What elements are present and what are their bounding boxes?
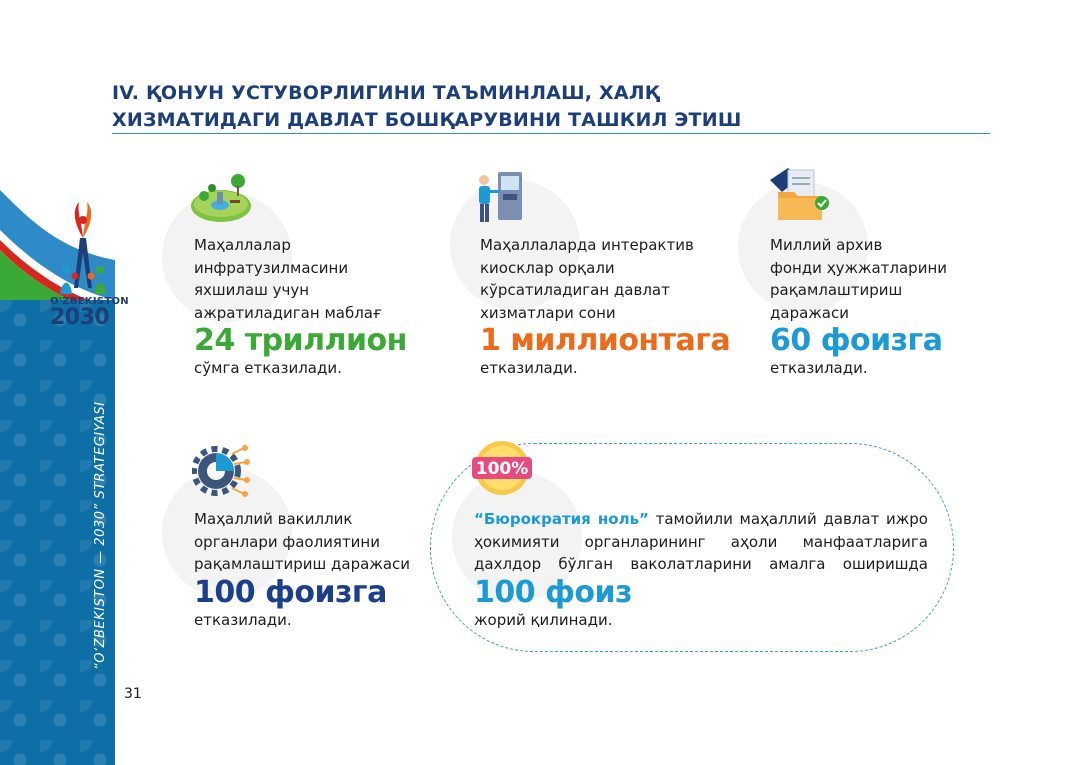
stat-block-infrastructure [194, 234, 444, 379]
stat-value: 24 триллион [194, 323, 407, 358]
heading-line-1: IV. ҚОНУН УСТУВОРЛИГИНИ ТАЪМИНЛАШ, ХАЛҚ [112, 82, 660, 104]
bureaucracy-line-2: ҳокимияти органларининг аҳоли манфаатларига [474, 532, 928, 551]
stat-desc-line: яхшилаш учун [194, 281, 310, 299]
stat-desc-line: даражаси [770, 303, 849, 322]
badge-text: 100% [475, 459, 529, 479]
stat-desc-line: Маҳаллалар [194, 236, 291, 254]
bureaucracy-line-1 [474, 508, 928, 531]
stat-desc-line: ажратиладиган маблағ [194, 303, 382, 322]
stat-desc-line: инфратузилмасини [194, 258, 349, 277]
stat-block-bureaucracy-zero [474, 508, 928, 631]
stat-value: 100 фоизга [194, 574, 387, 610]
section-heading [112, 80, 992, 134]
stat-tail: сўмга етказилади. [194, 359, 342, 377]
stat-desc-line: хизматлари сони [480, 303, 616, 322]
stat-value: 60 фоизга [770, 323, 943, 358]
stat-desc-line: рақамлаштириш даражаси [194, 555, 411, 573]
stat-value: 1 миллионтага [480, 323, 731, 358]
digital-gear-icon [192, 442, 250, 500]
bureaucracy-line-3: дахлдор бўлган ваколатларини амалга оширишда [474, 555, 928, 573]
sidebar-band [0, 0, 115, 765]
bureaucracy-highlight: “Бюрократия ноль” [474, 510, 649, 528]
stat-block-kiosks [480, 234, 740, 379]
stat-value: 100 фоиз [474, 574, 632, 610]
logo-caption: O'ZBEKISTON [50, 296, 129, 307]
stat-block-archive [770, 234, 990, 379]
heading-divider [112, 133, 990, 134]
bureaucracy-line-1-rest: тамойили маҳаллий давлат ижро [655, 510, 928, 528]
stat-desc-line: Миллий архив [770, 236, 883, 254]
kiosk-icon [476, 168, 524, 224]
stat-tail: жорий қилинади. [474, 610, 613, 629]
hundred-percent-icon [470, 440, 534, 496]
stat-block-local-councils [194, 508, 434, 631]
stat-desc-line: Маҳаллаларда интерактив [480, 236, 694, 254]
stat-desc-line: кўрсатиладиган давлат [480, 281, 670, 299]
page-number: 31 [124, 686, 142, 702]
stat-tail: етказилади. [770, 359, 868, 377]
stat-tail: етказилади. [480, 359, 578, 377]
logo-year: 2030 [50, 305, 110, 330]
stat-desc-line: Маҳаллий вакиллик [194, 510, 353, 528]
stat-tail: етказилади. [194, 610, 292, 629]
stat-desc-line: органлари фаолиятини [194, 532, 380, 551]
heading-line-2: ХИЗМАТИДАГИ ДАВЛАТ БОШҚАРУВИНИ ТАШКИЛ ЭТИШ [112, 109, 742, 131]
stat-desc-line: фонди ҳужжатларини [770, 258, 948, 277]
park-icon [190, 172, 252, 224]
stat-desc-line: рақамлаштириш [770, 281, 903, 299]
archive-folder-icon [766, 166, 830, 224]
stat-desc-line: киосклар орқали [480, 258, 615, 277]
strategy-caption: “O‘ZBEKISTON — 2030” STRATEGIYASI [93, 401, 108, 670]
